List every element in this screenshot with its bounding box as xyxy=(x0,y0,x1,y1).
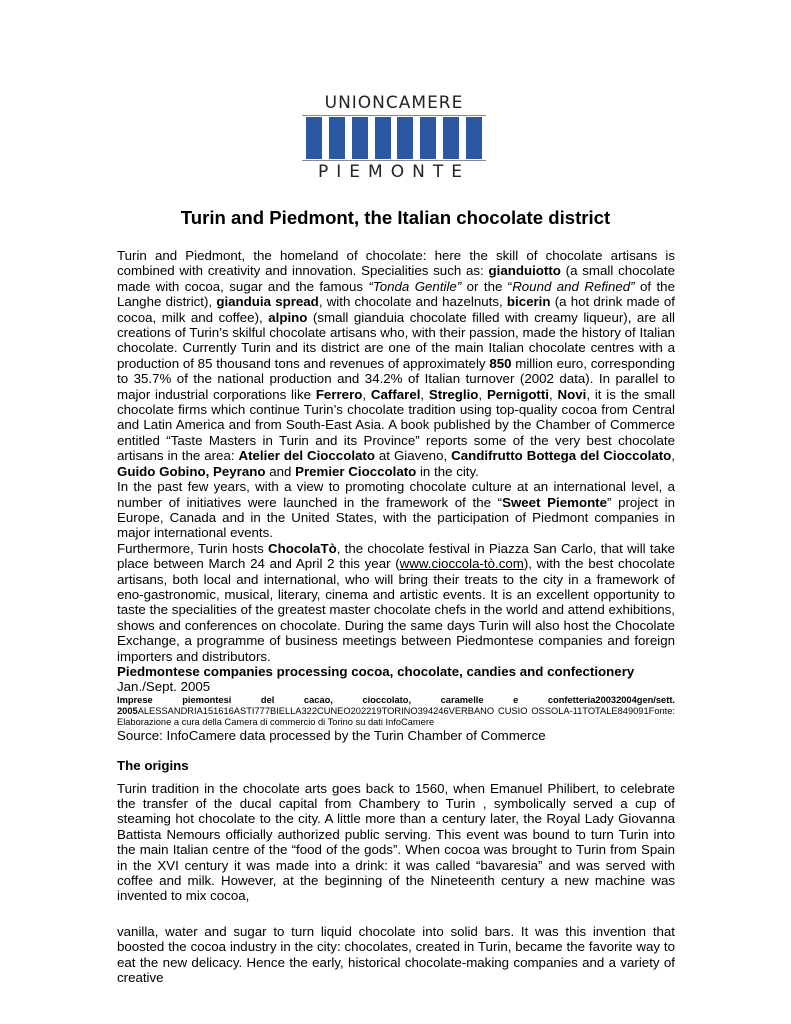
logo-bar xyxy=(466,117,482,159)
document-body xyxy=(117,248,675,985)
table-heading: Piedmontese companies processing cocoa, chocolate, candies and confectionery xyxy=(117,663,635,679)
logo-bar xyxy=(443,117,459,159)
spacer xyxy=(117,743,675,758)
chocolato-website-link[interactable]: www.cioccola-tò.com xyxy=(399,556,524,572)
logo-bar xyxy=(375,117,391,159)
spacer xyxy=(117,904,675,924)
logo-top-text: UNIONCAMERE xyxy=(324,93,464,113)
logo-bars-icon xyxy=(306,117,482,159)
origins-paragraph-1: Turin tradition in the chocolate arts goes back to 1560, when Emanuel Philibert, to celebrate the transfer of the ducal capital from Chambery to Turin , symbolically served a cup of steaming hot chocolate to the city. A little more than a century later, the Royal Lady Giovanna Battista Nemours officially authorized public serving. This event was bound to turn Turin into the main Italian centre of the “food of the gods”. When cocoa was brought to Turin from Spain in the XVI century it was made into a drink: it was called “bavaresia” and was served with coffee and milk. However, at the beginning of the Nineteenth century a new machine was invented to mix cocoa, xyxy=(117,780,675,904)
origins-paragraph-2: vanilla, water and sugar to turn liquid chocolate into solid bars. It was this invention that boosted the cocoa industry in the city: chocolates, created in Turin, became the favorite way to eat the new delicacy. Hence the early, historical chocolate-making companies and a variety of creative xyxy=(117,923,675,986)
logo-bar xyxy=(329,117,345,159)
origins-heading: The origins xyxy=(117,758,189,774)
logo-divider-top xyxy=(302,115,486,116)
paragraph-chocolato: Furthermore, Turin hosts ChocolaTò, the chocolate festival in Piazza San Carlo, that will take place between March 24 and April 2 this year (www.cioccola-tò.com), with the best chocolate artisans, both local and international, who will bring their treats to the city in a framework of eno-gastronomic, musical, literary, cinema and artistic events. It is an excellent opportunity to taste the specialities of the greatest master chocolate chefs in the world and attend exhibitions, shows and conferences on chocolate. During the same days Turin will also host the Chocolate Exchange, a programme of business meetings between Piedmontese companies and foreign importers and distributors. xyxy=(117,540,676,664)
paragraph-sweet-piemonte: In the past few years, with a view to promoting chocolate culture at an international level, a number of initiatives were launched in the framework of the “Sweet Piemonte” project in Europe, Canada and in the United States, with the participation of Piedmont companies in major international events. xyxy=(117,479,676,541)
logo-bar xyxy=(420,117,436,159)
logo-bar xyxy=(397,117,413,159)
table-data: Imprese piemontesi del cacao, cioccolato, caramelle e confetteria20032004gen/sett. 2005ALESSANDRIA151616ASTI777BIELLA322CUNEO202219TORINO394246VERBANO CUSIO OSSOLA-11TOTALE849091Fonte: Elaborazione a cura della Camera di commercio di Torino su dati InfoCamere xyxy=(117,694,675,727)
logo-bottom-text: PIEMONTE xyxy=(318,162,470,182)
table-period: Jan./Sept. 2005 xyxy=(117,679,211,695)
unioncamere-logo xyxy=(302,93,486,185)
paragraph-intro: Turin and Piedmont, the homeland of chocolate: here the skill of chocolate artisans is combined with creativity and innovation. Specialities such as: gianduiotto (a small chocolate made with cocoa, sugar and the famous “Tonda Gentile” or the “Round and Refined” of the Langhe district), gianduia spread, with chocolate and hazelnuts, bicerin (a hot drink made of cocoa, milk and coffee), alpino (small gianduia chocolate filled with creamy liqueur), are all creations of Turin’s skilful chocolate artisans who, with their passion, made the history of Italian chocolate. Currently Turin and its district are one of the main Italian chocolate centres with a production of 85 thousand tons and revenues of approximately 850 million euro, corresponding to 35.7% of the national production and 34.2% of Italian turnover (2002 data). In parallel to major industrial corporations like Ferrero, Caffarel, Streglio, Pernigotti, Novi, it is the small chocolate firms which continue Turin’s chocolate tradition using top-quality cocoa from Central and Latin America and from South-East Asia. A book published by the Chamber of Commerce entitled “Taste Masters in Turin and its Province” reports some of the very best chocolate artisans in the area: Atelier del Cioccolato at Giaveno, Candifrutto Bottega del Cioccolato, Guido Gobino, Peyrano and Premier Cioccolato in the city. xyxy=(117,248,676,479)
table-source: Source: InfoCamere data processed by the Turin Chamber of Commerce xyxy=(117,727,546,743)
document-title: Turin and Piedmont, the Italian chocolate district xyxy=(180,207,611,228)
logo-bar xyxy=(306,117,322,159)
logo-bar xyxy=(352,117,368,159)
spacer xyxy=(117,774,675,781)
